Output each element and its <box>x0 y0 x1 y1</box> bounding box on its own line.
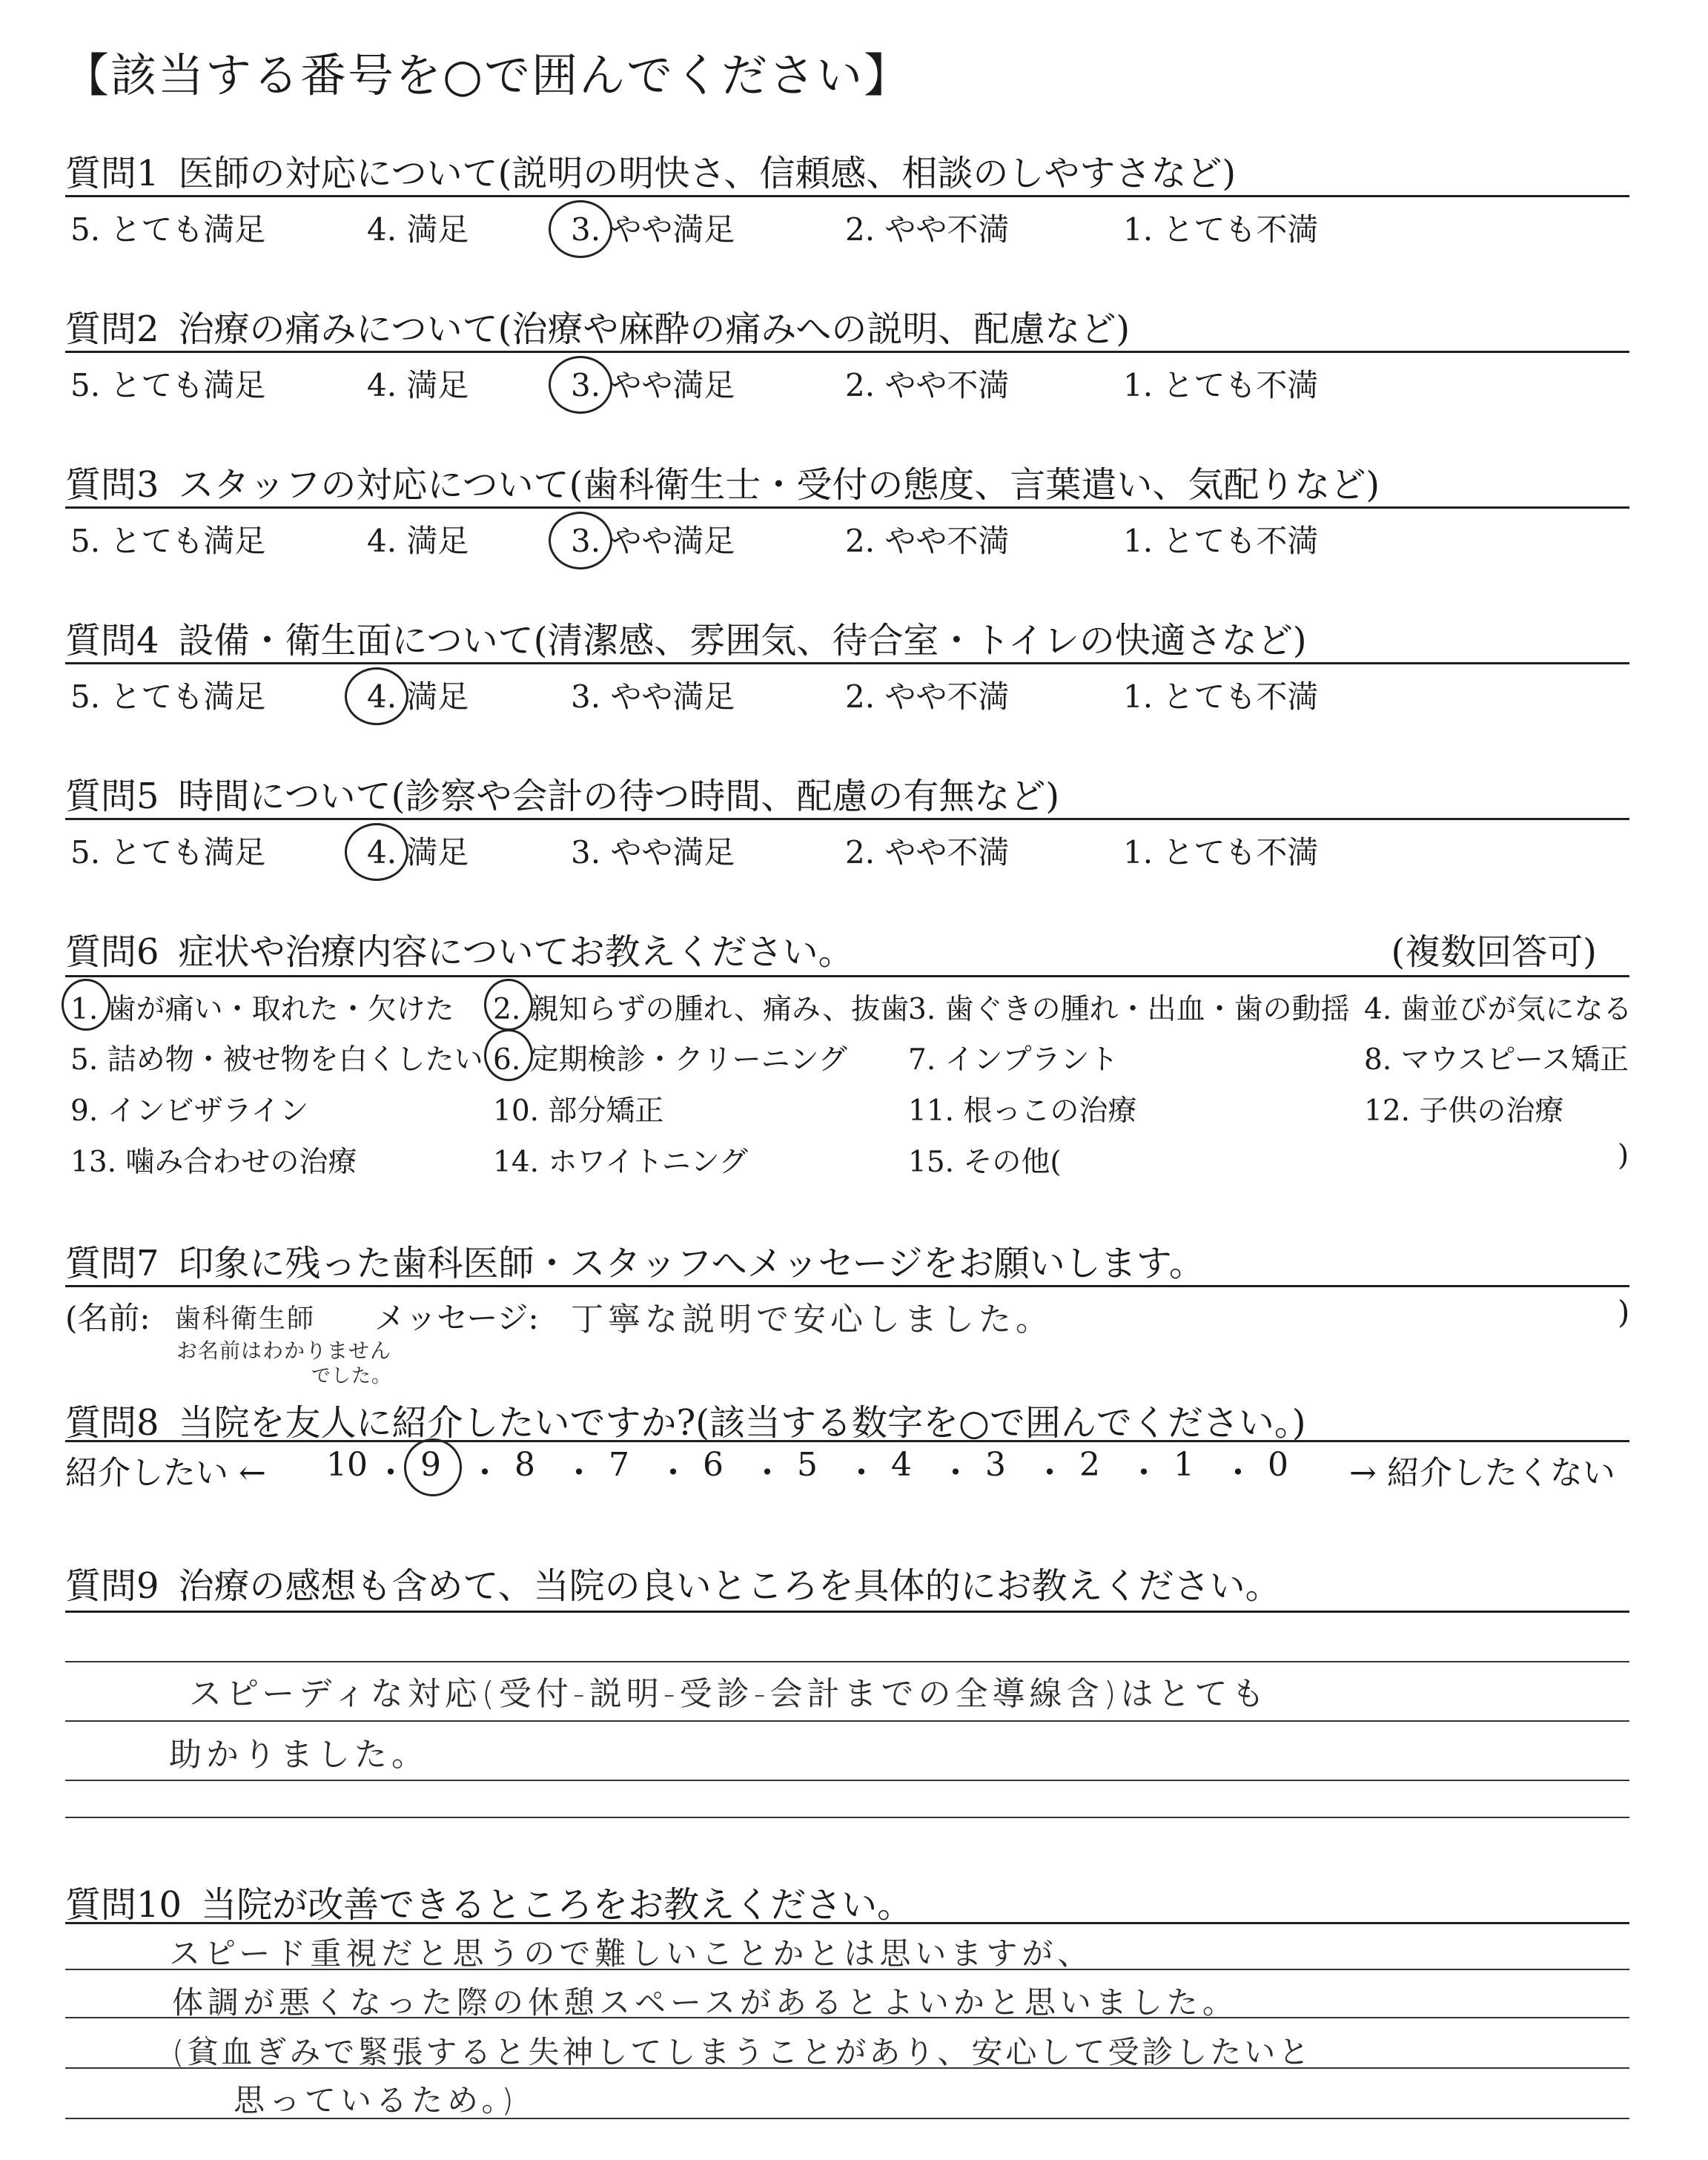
q8-scale-value[interactable]: 9 <box>420 1446 441 1484</box>
q8-rule <box>65 1440 1629 1442</box>
q8-left-label: 紹介したい ← <box>65 1454 266 1492</box>
q7-name-value: 歯科衛生師 <box>174 1304 316 1334</box>
q8-text: 当院を友人に紹介したいですか?(該当する数字を○で囲んでください。) <box>178 1402 1306 1444</box>
q10-title <box>65 1876 913 1927</box>
q5-option[interactable]: 1. とても不満 <box>1123 834 1319 871</box>
q5-option[interactable]: 4. 満足 <box>367 834 469 871</box>
q4-option[interactable]: 1. とても不満 <box>1123 678 1319 715</box>
q8-scale-separator: ・ <box>845 1454 878 1492</box>
q9-number: 質問9 <box>65 1565 159 1607</box>
q2-title <box>65 300 1130 351</box>
q6-option[interactable]: 11. 根っこの治療 <box>908 1094 1137 1128</box>
q8-scale-value[interactable]: 10 <box>326 1446 368 1484</box>
q8-scale-value[interactable]: 3 <box>985 1446 1006 1484</box>
q4-selection-circle <box>345 667 408 725</box>
q5-text: 時間について(診察や会計の待つ時間、配慮の有無など) <box>178 776 1060 817</box>
q6-option[interactable]: 12. 子供の治療 <box>1364 1094 1564 1128</box>
q8-scale-separator: ・ <box>657 1454 689 1492</box>
q10-rule <box>65 1922 1629 1924</box>
q2-selection-circle <box>549 356 612 414</box>
q1-option[interactable]: 4. 満足 <box>367 211 469 248</box>
q5-option[interactable]: 5. とても満足 <box>70 834 266 871</box>
q6-option[interactable]: 1. 歯が痛い・取れた・欠けた <box>70 993 454 1026</box>
q7-name-note-1: お名前はわかりません <box>176 1338 392 1363</box>
q7-number: 質問7 <box>65 1243 159 1284</box>
q2-option[interactable]: 5. とても満足 <box>70 367 266 403</box>
q1-option[interactable]: 3. やや満足 <box>571 211 735 248</box>
q3-option[interactable]: 4. 満足 <box>367 523 469 559</box>
q8-scale-separator: ・ <box>563 1454 595 1492</box>
q4-option[interactable]: 3. やや満足 <box>571 678 735 715</box>
q8-title <box>65 1394 1306 1445</box>
q3-title <box>65 456 1380 507</box>
q10-answer-line-1: スピード重視だと思うので難しいことかとは思いますが、 <box>169 1935 1093 1972</box>
q3-rule <box>65 506 1629 509</box>
q9-answer-line <box>65 1780 1629 1781</box>
q6-title <box>65 923 854 974</box>
q3-option[interactable]: 1. とても不満 <box>1123 523 1319 559</box>
q10-number: 質問10 <box>65 1884 182 1926</box>
q8-scale-value[interactable]: 0 <box>1268 1446 1288 1484</box>
q1-text: 医師の対応について(説明の明快さ、信頼感、相談のしやすさなど) <box>178 153 1237 194</box>
q8-scale-separator: ・ <box>1033 1454 1066 1492</box>
q7-message-label: メッセージ: <box>374 1300 539 1336</box>
q4-option[interactable]: 5. とても満足 <box>70 678 266 715</box>
q3-option[interactable]: 3. やや満足 <box>571 523 735 559</box>
q6-selection-circle <box>484 1029 533 1081</box>
q5-option[interactable]: 2. やや不満 <box>845 834 1010 871</box>
q5-number: 質問5 <box>65 776 159 817</box>
q2-option[interactable]: 3. やや満足 <box>571 367 735 403</box>
q8-scale-separator: ・ <box>751 1454 784 1492</box>
q1-title <box>65 145 1236 196</box>
q6-option[interactable]: 9. インビザライン <box>70 1094 309 1128</box>
q6-option[interactable]: 8. マウスピース矯正 <box>1364 1043 1629 1077</box>
q8-scale-value[interactable]: 8 <box>514 1446 535 1484</box>
q7-name-label: (名前: <box>65 1300 150 1336</box>
q4-number: 質問4 <box>65 620 159 661</box>
q9-title <box>65 1557 1281 1608</box>
q9-answer-line <box>65 1661 1629 1662</box>
q4-rule <box>65 662 1629 664</box>
q6-option[interactable]: 10. 部分矯正 <box>493 1094 664 1128</box>
q9-answer-line-2: 助かりました。 <box>169 1736 428 1774</box>
q6-selection-circle <box>484 979 533 1031</box>
form-header: 【該当する番号を○で囲んでください】 <box>63 48 912 102</box>
q6-other-close-paren: ) <box>1618 1139 1629 1172</box>
q6-option[interactable]: 2. 親知らずの腫れ、痛み、抜歯 <box>493 993 910 1026</box>
q3-option[interactable]: 2. やや不満 <box>845 523 1010 559</box>
q4-option[interactable]: 2. やや不満 <box>845 678 1010 715</box>
q5-option[interactable]: 3. やや満足 <box>571 834 735 871</box>
q8-right-label: → 紹介したくない <box>1349 1454 1615 1492</box>
q8-scale-separator: ・ <box>1222 1454 1254 1492</box>
q8-scale-value[interactable]: 2 <box>1079 1446 1100 1484</box>
q9-rule <box>65 1611 1629 1613</box>
q1-selection-circle <box>549 200 612 258</box>
q2-option[interactable]: 4. 満足 <box>367 367 469 403</box>
q8-scale-separator: ・ <box>469 1454 501 1492</box>
q8-selection-circle <box>404 1439 462 1496</box>
q8-scale-value[interactable]: 7 <box>609 1446 629 1484</box>
q8-scale-separator: ・ <box>374 1454 407 1492</box>
q7-name-note-2: でした。 <box>311 1365 392 1387</box>
q3-text: スタッフの対応について(歯科衛生士・受付の態度、言葉遣い、気配りなど) <box>178 464 1380 506</box>
q5-title <box>65 767 1059 819</box>
q6-option[interactable]: 4. 歯並びが気になる <box>1364 993 1632 1026</box>
q10-answer-line-3: (貧血ぎみで緊張すると失神してしまうことがあり、安心して受診したいと <box>172 2034 1313 2070</box>
q1-number: 質問1 <box>65 153 159 194</box>
q5-selection-circle <box>345 823 408 881</box>
q2-text: 治療の痛みについて(治療や麻酔の痛みへの説明、配慮など) <box>178 308 1131 350</box>
q3-option[interactable]: 5. とても満足 <box>70 523 266 559</box>
q7-rule <box>65 1285 1629 1287</box>
q6-plural-note: (複数回答可) <box>1391 931 1597 973</box>
q7-close-paren: ) <box>1618 1294 1630 1330</box>
q8-scale-value[interactable]: 1 <box>1174 1446 1194 1484</box>
q2-rule <box>65 351 1629 353</box>
q7-text: 印象に残った歯科医師・スタッフへメッセージをお願いします。 <box>178 1243 1205 1284</box>
q10-answer-line-2: 体調が悪くなった際の休憩スペースがあるとよいかと思いました。 <box>172 1984 1238 2021</box>
q6-selection-circle <box>62 979 110 1031</box>
q9-answer-line <box>65 1720 1629 1722</box>
q1-option[interactable]: 1. とても不満 <box>1123 211 1319 248</box>
q6-rule <box>65 975 1629 977</box>
q1-option[interactable]: 2. やや不満 <box>845 211 1010 248</box>
q5-rule <box>65 818 1629 820</box>
q3-number: 質問3 <box>65 464 159 506</box>
q1-option[interactable]: 5. とても満足 <box>70 211 266 248</box>
q6-option[interactable]: 15. その他( <box>908 1146 1062 1179</box>
q4-text: 設備・衛生面について(清潔感、雰囲気、待合室・トイレの快適さなど) <box>178 620 1307 661</box>
q6-number: 質問6 <box>65 931 159 973</box>
q9-answer-line <box>65 1817 1629 1818</box>
q1-rule <box>65 195 1629 197</box>
q6-option[interactable]: 6. 定期検診・クリーニング <box>493 1043 847 1077</box>
q4-option[interactable]: 4. 満足 <box>367 678 469 715</box>
q8-scale-separator: ・ <box>939 1454 972 1492</box>
q4-title <box>65 612 1307 663</box>
q8-scale-value[interactable]: 5 <box>797 1446 818 1484</box>
q3-selection-circle <box>549 512 612 569</box>
q2-option[interactable]: 2. やや不満 <box>845 367 1010 403</box>
q8-number: 質問8 <box>65 1402 159 1444</box>
q8-scale-value[interactable]: 4 <box>891 1446 912 1484</box>
q7-message-value: 丁寧な説明で安心しました。 <box>571 1301 1053 1338</box>
q8-scale-separator: ・ <box>1128 1454 1160 1492</box>
q2-option[interactable]: 1. とても不満 <box>1123 367 1319 403</box>
q6-text: 症状や治療内容についてお教えください。 <box>178 931 854 973</box>
q9-text: 治療の感想も含めて、当院の良いところを具体的にお教えください。 <box>178 1565 1281 1607</box>
q7-title <box>65 1235 1205 1286</box>
q6-option[interactable]: 7. インプラント <box>908 1043 1119 1077</box>
q6-option[interactable]: 13. 噛み合わせの治療 <box>70 1146 357 1179</box>
q6-option[interactable]: 14. ホワイトニング <box>493 1146 748 1179</box>
q2-number: 質問2 <box>65 308 159 350</box>
q10-text: 当院が改善できるところをお教えください。 <box>201 1884 913 1926</box>
q8-scale-value[interactable]: 6 <box>703 1446 724 1484</box>
q9-answer-line-1: スピーディな対応(受付-説明-受診-会計までの全導線含)はとても <box>189 1675 1269 1713</box>
q6-option[interactable]: 5. 詰め物・被せ物を白くしたい <box>70 1043 483 1077</box>
q6-option[interactable]: 3. 歯ぐきの腫れ・出血・歯の動揺 <box>908 993 1350 1026</box>
q10-answer-line-4: 思っているため。) <box>234 2082 518 2118</box>
